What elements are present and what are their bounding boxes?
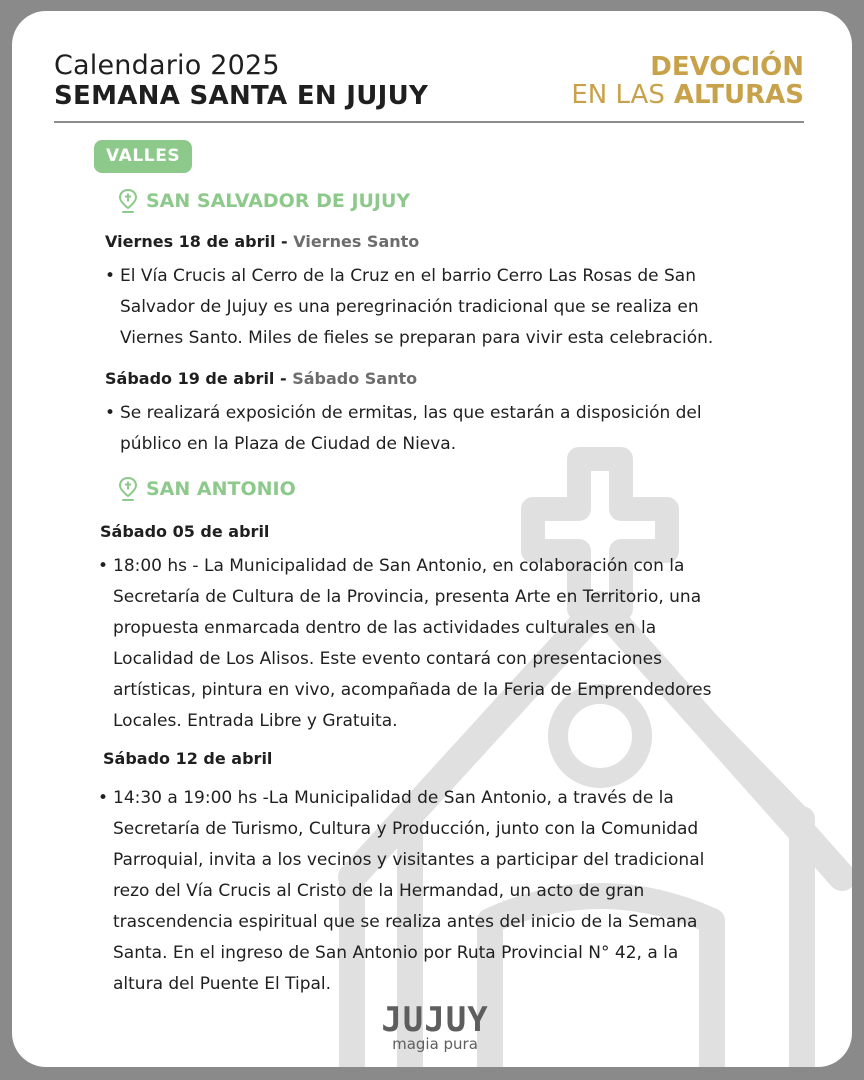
bullet-dot: • <box>105 403 116 423</box>
event-description <box>105 398 702 460</box>
event-description <box>98 551 712 737</box>
text-line: Parroquial, invita a los vecinos y visitantes a participar del tradicional <box>113 850 705 870</box>
event-date-text: Viernes 18 de abril - <box>105 232 294 251</box>
event-description <box>105 261 714 354</box>
jujuy-logo <box>370 1000 500 1053</box>
calendar-title: Calendario 2025 <box>54 50 280 81</box>
location-heading <box>118 476 296 502</box>
event-date <box>103 749 272 769</box>
text-line: propuesta enmarcada dentro de las actividades culturales en la <box>113 618 657 638</box>
event-title: SEMANA SANTA EN JUJUY <box>54 81 429 111</box>
map-pin-cross-icon <box>118 476 138 502</box>
text-line: altura del Puente El Tipal. <box>113 974 332 994</box>
location-name: SAN SALVADOR DE JUJUY <box>146 190 411 212</box>
event-date-subtitle: Sábado Santo <box>292 369 418 388</box>
text-line: público en la Plaza de Ciudad de Nieva. <box>120 434 457 454</box>
text-line: rezo del Vía Crucis al Cristo de la Hermandad, un acto de gran <box>113 881 645 901</box>
event-description <box>98 783 705 1000</box>
map-pin-cross-icon <box>118 188 138 214</box>
event-date <box>105 232 419 252</box>
tagline-line1: DEVOCIÓN <box>650 52 804 82</box>
text-line: El Vía Crucis al Cerro de la Cruz en el barrio Cerro Las Rosas de San <box>120 266 696 286</box>
text-line: Viernes Santo. Miles de fieles se preparan para vivir esta celebración. <box>120 328 714 348</box>
text-line: Locales. Entrada Libre y Gratuita. <box>113 711 398 731</box>
text-line: Secretaría de Turismo, Cultura y Producción, junto con la Comunidad <box>113 819 699 839</box>
location-name: SAN ANTONIO <box>146 478 296 500</box>
calendar-card <box>12 11 852 1067</box>
bullet-dot: • <box>105 266 116 286</box>
text-line: Se realizará exposición de ermitas, las que estarán a disposición del <box>120 403 702 423</box>
event-date <box>100 522 269 542</box>
brand-tagline: magia pura <box>392 1035 478 1053</box>
text-line: Santa. En el ingreso de San Antonio por Ruta Provincial N° 42, a la <box>113 943 679 963</box>
header-tagline <box>571 53 804 109</box>
event-date-text: Sábado 05 de abril <box>100 522 270 541</box>
header-titles <box>54 51 428 111</box>
text-line: 18:00 hs - La Municipalidad de San Antonio, en colaboración con la <box>113 556 685 576</box>
location-heading <box>118 188 410 214</box>
tagline-line2-a: EN LAS <box>571 80 665 110</box>
text-line: Localidad de Los Alisos. Este evento contará con presentaciones <box>113 649 662 669</box>
event-date-text: Sábado 12 de abril <box>103 749 273 768</box>
header-divider <box>54 121 804 123</box>
text-line: 14:30 a 19:00 hs -La Municipalidad de San Antonio, a través de la <box>113 788 674 808</box>
event-date-subtitle: Viernes Santo <box>293 232 420 251</box>
text-line: Salvador de Jujuy es una peregrinación tradicional que se realiza en <box>120 297 699 317</box>
bullet-dot: • <box>98 788 109 808</box>
text-line: artísticas, pintura en vivo, acompañada de la Feria de Emprendedores <box>113 680 712 700</box>
tagline-line2 <box>571 81 804 109</box>
region-badge: VALLES <box>94 140 192 173</box>
text-line: Secretaría de Cultura de la Provincia, presenta Arte en Territorio, una <box>113 587 702 607</box>
tagline-line2-b: ALTURAS <box>673 80 804 110</box>
bullet-dot: • <box>98 556 109 576</box>
brand-name: JUJUY <box>381 1000 489 1040</box>
event-date <box>105 369 417 389</box>
text-line: trascendencia espiritual que se realiza antes del inicio de la Semana <box>113 912 698 932</box>
event-date-text: Sábado 19 de abril - <box>105 369 293 388</box>
